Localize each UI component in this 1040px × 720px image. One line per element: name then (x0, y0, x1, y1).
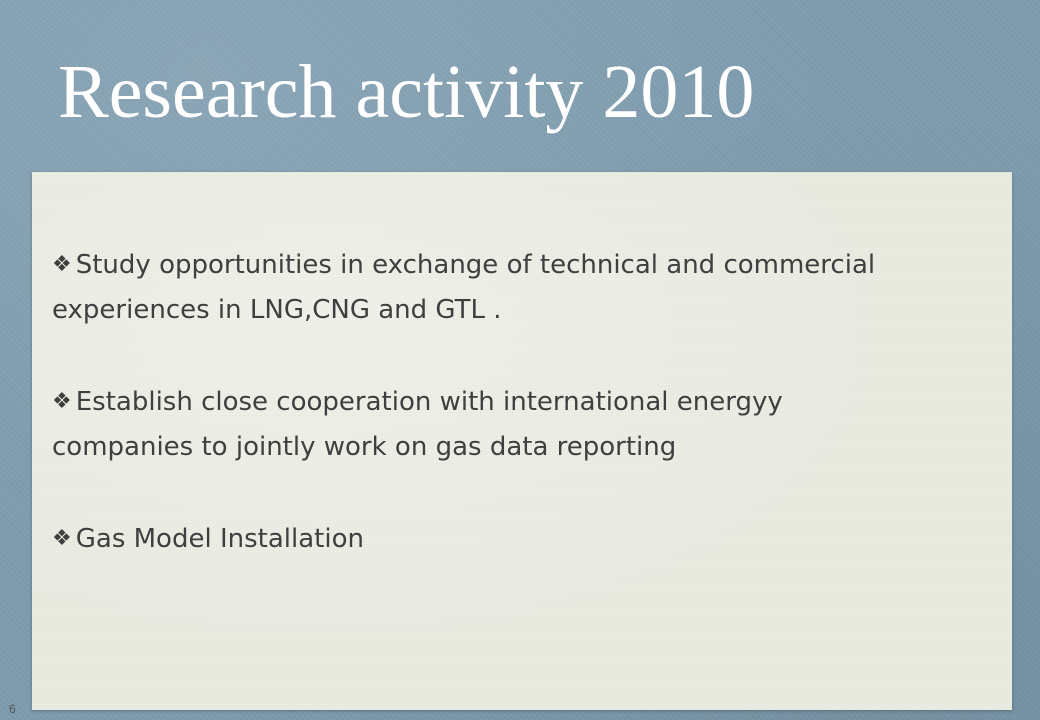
bullet-item (52, 242, 932, 333)
bullet-text: Establish close cooperation with international energyy companies to jointly work on gas data reporting (52, 387, 783, 462)
bullet-item (52, 379, 932, 470)
bullet-item (52, 516, 932, 562)
bullet-text: Gas Model Installation (75, 524, 364, 554)
page-number: 6 (9, 702, 16, 716)
content-panel (32, 172, 1012, 710)
diamond-bullet-icon: ❖ (52, 526, 72, 551)
diamond-bullet-icon: ❖ (52, 389, 72, 414)
diamond-bullet-icon: ❖ (52, 252, 72, 277)
bullet-list (52, 242, 932, 562)
slide-title: Research activity 2010 (58, 50, 755, 134)
bullet-text: Study opportunities in exchange of technical and commercial experiences in LNG,CNG and GTL . (52, 250, 876, 325)
